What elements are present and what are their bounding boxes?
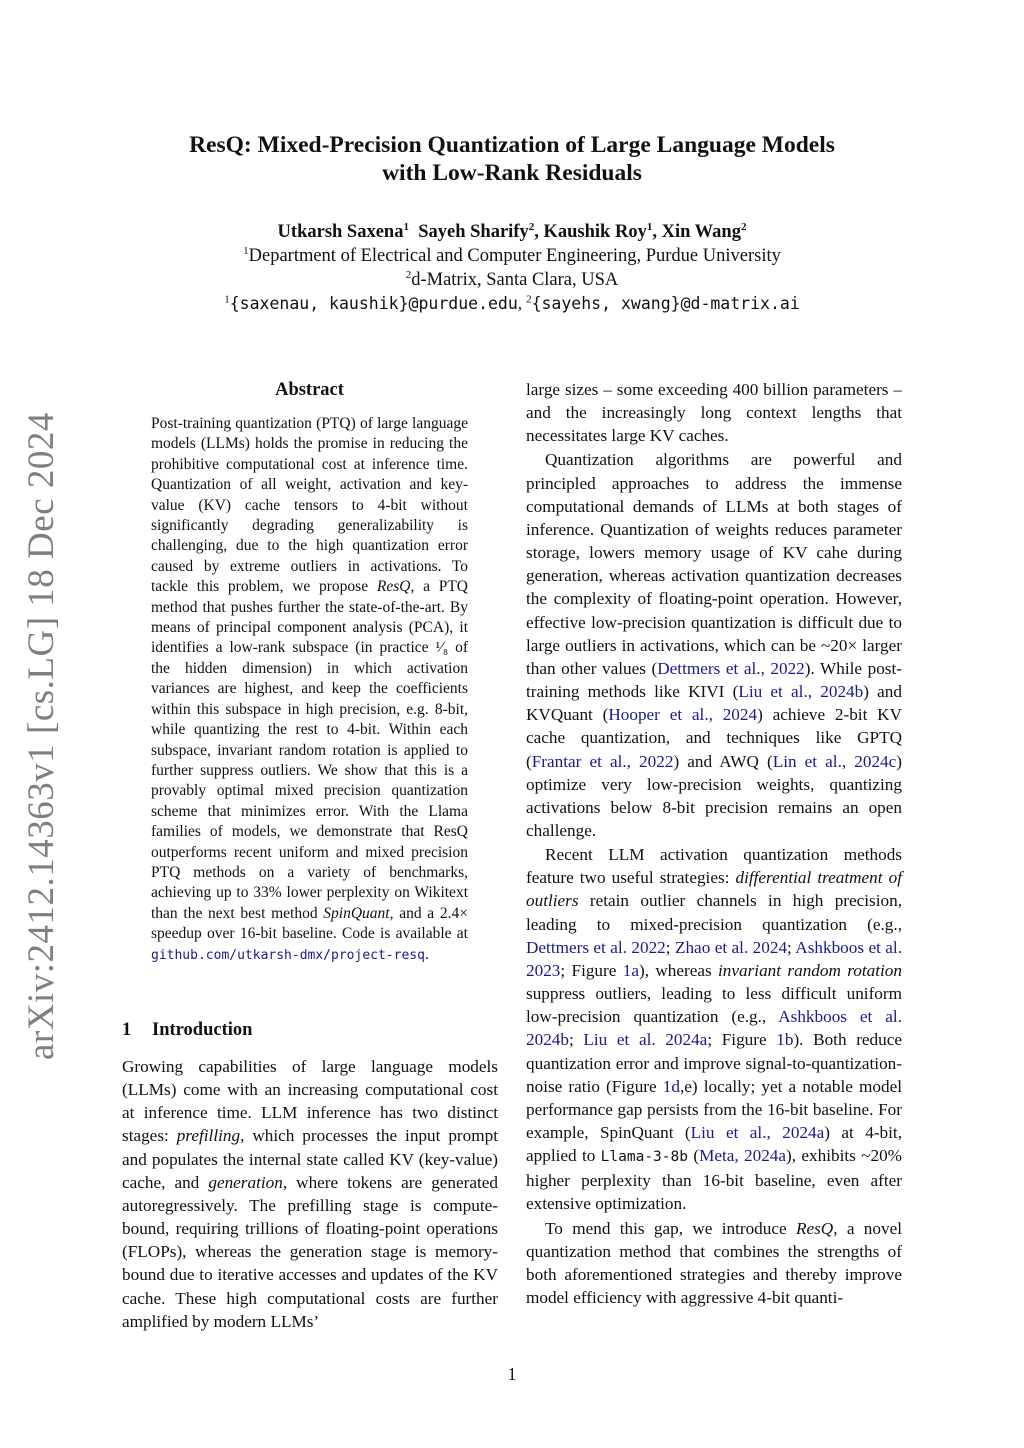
affiliation-marker: 1 [646, 220, 653, 233]
citation-link[interactable]: Ashkboos et al. 2023 [526, 937, 903, 980]
text-run: ). While post-training methods like KIVI ( [526, 658, 902, 702]
text-run: . [424, 945, 429, 963]
affiliation-marker: 1 [243, 244, 249, 257]
emphasis: generation [208, 1172, 283, 1192]
abstract-section [151, 378, 468, 966]
fraction: ¹⁄₈ [435, 639, 449, 657]
text-run: ) achieve 2-bit KV cache quantization, and techniques like GPTQ ( [526, 705, 902, 771]
author-names: Utkarsh Saxena$^1$ Sayeh Sharify$^2$, Kaushik Roy$^1$, Xin Wang$^2$ [277, 220, 747, 242]
text-run: ( [687, 1146, 700, 1166]
section-number: 1 [122, 1020, 132, 1040]
text-run: ) and AWQ ( [673, 751, 773, 771]
title-block [120, 131, 904, 187]
figure-reference-link[interactable]: 1a [622, 960, 639, 980]
text-run: retain outlier channels in high precision, leading to mixed-precision quantization (e.g., [526, 891, 902, 934]
text-run: ; [665, 937, 675, 957]
citation-link[interactable]: Liu et al., 2024b [738, 682, 864, 702]
citation-link[interactable]: Liu et al., 2024a [690, 1123, 825, 1142]
text-run: ,e) locally; yet a notable model performance gap persists from the 16-bit baseline. For example, SpinQuant ( [526, 1076, 903, 1142]
text-run: ) optimize very low-precision weights, quantizing activations below 8-bit precision remains an open challenge. [526, 751, 902, 840]
text-run: , which processes the input prompt and populates the internal state called KV (key-value) cache, and [122, 1126, 498, 1192]
introduction-left-column [122, 1055, 498, 1333]
citation-link[interactable]: Meta, 2024a [699, 1146, 787, 1166]
citation-link[interactable]: Zhao et al. 2024 [674, 937, 788, 957]
text-run: , where tokens are generated autoregressively. The prefilling stage is compute-bound, requiring trillions of floating-point operations (FLOPs), whereas the generation stage is memory-bound due to iterative accesses and updates of the KV cache. These high computational costs are further amplified by modern LLMs’ [122, 1172, 498, 1331]
text-run: ) at 4-bit, applied to [526, 1123, 902, 1166]
figure-reference-link[interactable]: 1d [662, 1076, 680, 1096]
emphasis: differential treatment of outliers [526, 868, 903, 911]
paragraph [526, 843, 902, 1216]
figure-reference-link[interactable]: 1b [776, 1030, 794, 1050]
right-column [526, 378, 902, 1309]
affiliation-1 [120, 244, 904, 268]
affiliation-marker: 2 [405, 268, 412, 281]
text-run: ; [787, 937, 796, 957]
text-run: ). Both reduce quantization error and improve signal-to-quantization-noise ratio (Figure [526, 1030, 902, 1096]
method-name: ResQ [795, 1218, 834, 1238]
method-name: ResQ [376, 578, 411, 596]
author-name: Kaushik Roy [543, 222, 647, 242]
section-heading-introduction [122, 1018, 252, 1042]
citation-link[interactable]: Hooper et al., 2024 [608, 705, 758, 725]
text-run: Post-training quantization (PTQ) of large language models (LLMs) holds the promise in reducing the prohibitive computational cost at inference time. Quantization of all weight, activation and key-value (KV) cache tensors to 4-bit without significantly degrading generalizability is challenging, due to the high quantization error caused by extreme outliers in activations. To tackle this problem, we propose [151, 415, 468, 596]
affiliation-marker: 2 [740, 220, 747, 233]
emphasis: invariant random rotation [718, 960, 902, 980]
text-run: To mend this gap, we introduce [545, 1218, 796, 1238]
citation-link[interactable]: Dettmers et al. 2022 [526, 937, 666, 957]
code-link[interactable]: github.com/utkarsh-dmx/project-resq [151, 947, 425, 963]
page-number: 1 [507, 1364, 517, 1384]
section-title: Introduction [152, 1020, 253, 1040]
citation-link[interactable]: Liu et al. 2024a [583, 1030, 708, 1050]
text-run: ), exhibits ~20% higher perplexity than 16-bit baseline, even after extensive optimization. [526, 1146, 902, 1214]
text-run: ) and KVQuant ( [526, 682, 902, 725]
affiliation-2 [120, 268, 904, 292]
author-name: Utkarsh Saxena [277, 222, 404, 242]
text-run: suppress outliers, leading to less difficult uniform low-precision quantization (e.g., [526, 984, 902, 1027]
text-run: ; Figure [560, 960, 623, 980]
model-name: Llama-3-8b [600, 1149, 688, 1166]
author-name: Sayeh Sharify [418, 222, 529, 242]
paragraph [526, 1217, 902, 1310]
paragraph [526, 448, 902, 842]
intro-paragraph [122, 1055, 498, 1333]
title-line-1: ResQ: Mixed-Precision Quantization of Large Language Models [189, 132, 835, 158]
text-run: , and a 2.4× speedup over 16-bit baseline. Code is available at [151, 904, 468, 943]
method-name: SpinQuant [323, 904, 390, 922]
text-run: , a novel quantization method that combines the strengths of both aforementioned strategies and thereby improve model efficiency with aggressive 4-bit quanti- [526, 1218, 902, 1308]
text-run: ), whereas [638, 960, 719, 980]
abstract-text [151, 414, 468, 966]
emphasis: prefilling [176, 1126, 241, 1146]
affiliation-marker: 2 [528, 220, 535, 233]
paper-title [120, 131, 904, 187]
affiliation-marker: 1 [403, 220, 409, 233]
text-run: Recent LLM activation quantization methods feature two useful strategies: [526, 845, 902, 888]
citation-link[interactable]: Frantar et al., 2022 [531, 751, 674, 771]
author-name: Xin Wang [661, 222, 741, 242]
email-address: {saxenau, kaushik}@purdue.edu [229, 294, 518, 313]
authors-block [120, 220, 904, 316]
affiliation-marker: 2 [526, 293, 532, 306]
email-address: {sayehs, xwang}@d-matrix.ai [531, 294, 800, 313]
text-run: Quantization algorithms are powerful and principled approaches to address the immense computational demands of LLMs at both stages of inference. Quantization of weights reduces parameter storage, lowers memory usage of KV cahe during generation, whereas activation quantization decreases the complexity of floating-point operation. However, effective low-precision quantization is difficult due to large outliers in activations, which can be ~20× larger than other values ( [526, 450, 902, 678]
text-run: Growing capabilities of large language models (LLMs) come with an increasing computational cost at inference time. LLM inference has two distinct stages: [122, 1057, 498, 1146]
author-emails: $^1${saxenau, kaushik}@purdue.edu, $^2${sayehs, xwang}@d-matrix.ai [224, 293, 800, 313]
affiliation-marker: 1 [224, 293, 230, 306]
text-run: ; Figure [707, 1030, 777, 1050]
citation-link[interactable]: Lin et al., 2024c [772, 751, 897, 771]
text-run: , a PTQ method that pushes further the state-of-the-art. By means of principal component analysis (PCA), it identifies a low-rank subspace (in practice [151, 578, 468, 657]
affiliation-text: Department of Electrical and Computer Engineering, Purdue University [248, 246, 781, 266]
citation-link[interactable]: Ashkboos et al. 2024b [526, 1007, 902, 1050]
paragraph: large sizes – some exceeding 400 billion parameters – and the increasingly long context lengths that necessitates large KV caches. [526, 380, 902, 446]
title-line-2: with Low-Rank Residuals [382, 160, 642, 186]
arxiv-identifier: arXiv:2412.14363v1 [cs.LG] 18 Dec 2024 [21, 412, 62, 1060]
text-run: of the hidden dimension) in which activation variances are highest, and keep the coefficients within this subspace in high precision, e.g. 8-bit, while quantizing the rest to 4-bit. Within each subspace, invariant random rotation is applied to further suppress outliers. We show that this is a provably optimal mixed precision quantization scheme that minimizes error. With the Llama families of models, we demonstrate that ResQ outperforms recent uniform and mixed precision PTQ methods on a variety of benchmarks, achieving up to 33% lower perplexity on Wikitext than the next best method [151, 639, 468, 922]
citation-link[interactable]: Dettmers et al., 2022 [657, 658, 805, 678]
text-run: ; [568, 1030, 584, 1050]
affiliation-text: d-Matrix, Santa Clara, USA [411, 270, 619, 290]
abstract-heading: Abstract [275, 380, 344, 400]
